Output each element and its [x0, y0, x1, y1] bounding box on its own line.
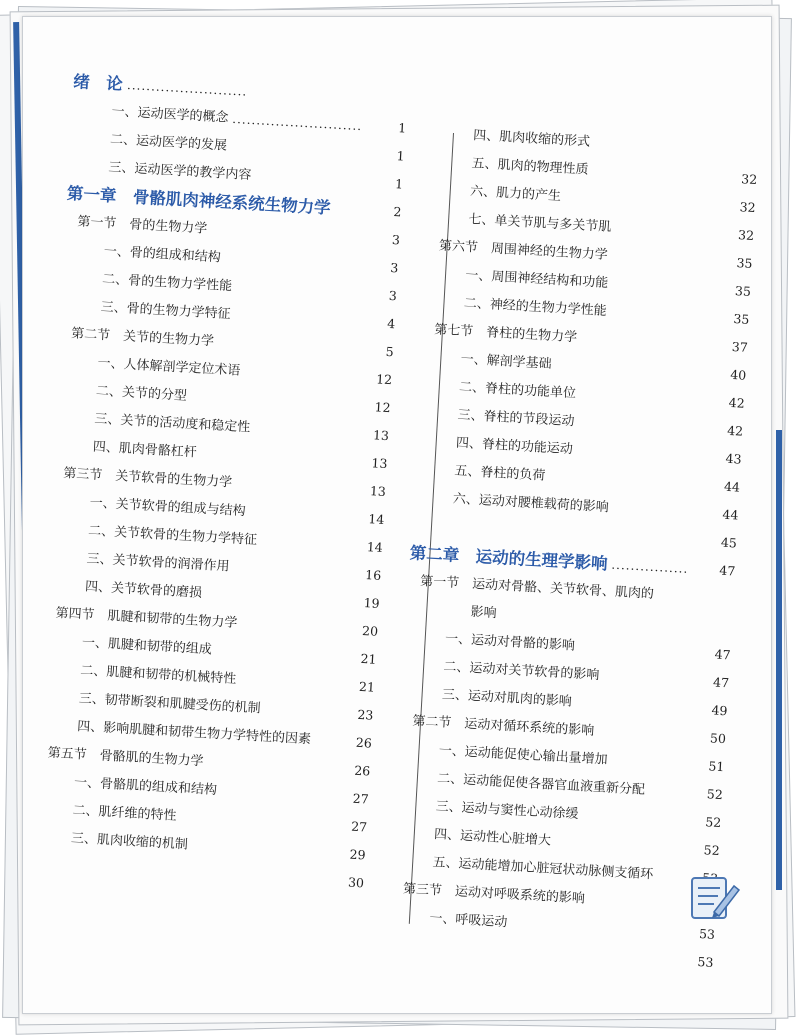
- entry-title: 二、神经的生物力学性能: [463, 295, 608, 319]
- entry-title: 一、关节软骨的组成与结构: [89, 495, 246, 520]
- entry-title: 四、脊柱的功能运动: [455, 435, 574, 458]
- page-number: 42: [728, 394, 746, 411]
- entry-title: 二、脊柱的功能单位: [458, 379, 577, 402]
- page-number: 4: [386, 315, 396, 332]
- section-title: 第一节 运动对骨骼、关节软骨、肌肉的: [419, 573, 655, 603]
- page-number: 40: [729, 366, 747, 383]
- page-number: 35: [734, 283, 752, 299]
- page-number: 12: [374, 399, 391, 416]
- page-number: 29: [349, 846, 366, 863]
- entry-title: 二、关节的分型: [95, 383, 188, 404]
- notepad-pencil-icon: [688, 870, 742, 922]
- entry-title: 五、脊柱的负荷: [454, 463, 546, 484]
- page-number: 13: [369, 483, 387, 500]
- page-number: 44: [722, 506, 739, 523]
- page-number: 3: [388, 287, 398, 304]
- entry-title: 三、骨的生物力学特征: [100, 299, 231, 323]
- section-title: 第六节 周围神经的生物力学: [438, 238, 609, 263]
- entry-title: 四、运动性心脏增大: [433, 827, 552, 849]
- page-number: 26: [355, 734, 373, 751]
- page-number: 3: [389, 259, 399, 276]
- entry-title: 二、肌腱和韧带的机械特性: [79, 663, 237, 687]
- page-number: 53: [698, 926, 716, 942]
- section-title: 第五节 骨骼肌的生物力学: [47, 745, 204, 770]
- entry-title: 三、肌肉收缩的机制: [70, 831, 189, 853]
- entry-title: 四、关节软骨的磨损: [84, 579, 203, 601]
- page-number: 21: [360, 650, 377, 667]
- chapter-title: 第一章 骨骼肌肉神经系统生物力学: [66, 183, 332, 218]
- page-number: 32: [739, 199, 757, 216]
- chapter-title: 绪 论: [72, 71, 124, 94]
- page-number: 47: [714, 646, 732, 663]
- entry-title: 二、运动对关节软骨的影响: [443, 659, 600, 684]
- page-number: 44: [723, 478, 741, 495]
- page-number: 26: [353, 762, 371, 779]
- page-number: 32: [740, 171, 758, 188]
- entry-title: 四、肌肉骨骼杠杆: [92, 439, 198, 461]
- toc-right-column: [387, 120, 759, 977]
- entry-title: 三、脊柱的节段运动: [457, 407, 575, 430]
- page-number: 14: [367, 511, 385, 528]
- page-number: 43: [725, 450, 742, 467]
- leader-dots: ...........................: [232, 111, 363, 134]
- leader-dots: ................: [611, 557, 689, 576]
- entry-title: 一、呼吸运动: [429, 911, 508, 931]
- entry-title: 三、运动对肌肉的影响: [441, 687, 573, 710]
- section-title: 第二节 关节的生物力学: [70, 326, 215, 350]
- entry-title: 二、关节软骨的生物力学特征: [87, 523, 258, 548]
- page-number: 42: [726, 422, 744, 439]
- page-number: 47: [712, 674, 730, 691]
- page-number: 1: [396, 148, 406, 164]
- section-title: 第三节 关节软骨的生物力学: [62, 466, 233, 491]
- entry-title: 一、运动医学的概念: [111, 104, 229, 126]
- entry-title: 二、运动能促使各器官血液重新分配: [436, 771, 646, 798]
- entry-title: 一、人体解剖学定位术语: [97, 355, 241, 379]
- entry-title: 三、关节软骨的润滑作用: [86, 551, 230, 575]
- entry-title: 三、运动与窦性心动徐缓: [435, 799, 579, 823]
- entry-title: 六、运动对腰椎载荷的影响: [452, 491, 610, 516]
- page-number: 27: [352, 790, 370, 807]
- entry-title: 五、运动能增加心脏冠状动脉侧支循环: [432, 855, 654, 883]
- entry-title: 一、运动能促使心输出量增加: [438, 743, 608, 768]
- page-number: 21: [358, 678, 376, 695]
- entry-title: 一、解剖学基础: [460, 351, 552, 372]
- entry-title: 三、关节的活动度和稳定性: [94, 411, 251, 436]
- entry-title: 一、周围神经结构和功能: [464, 268, 609, 291]
- entry-title: 三、运动医学的教学内容: [108, 160, 252, 184]
- page-number: 45: [720, 534, 738, 551]
- entry-title: 四、肌肉收缩的形式: [472, 128, 591, 150]
- page-number: 51: [708, 758, 725, 775]
- chapter-title: 第二章 运动的生理学影响: [409, 543, 609, 574]
- section-title: 第一节 骨的生物力学: [76, 214, 208, 237]
- page-number: 30: [347, 874, 365, 891]
- page-number: 35: [733, 311, 750, 327]
- section-title: 影响: [418, 601, 497, 622]
- page-number: 50: [709, 730, 727, 747]
- page-number: 53: [697, 954, 714, 970]
- page-number: 13: [371, 455, 388, 472]
- page-number: 20: [361, 622, 379, 639]
- entry-title: 五、肌肉的物理性质: [471, 156, 589, 178]
- page-number: 35: [736, 255, 753, 271]
- page-number: 49: [711, 702, 728, 719]
- page-number: 23: [357, 706, 374, 723]
- page-number: 14: [366, 539, 384, 555]
- entry-title: 六、肌力的产生: [469, 184, 562, 205]
- entry-title: 一、骨的组成和结构: [103, 243, 222, 266]
- page-number: 5: [385, 343, 395, 360]
- entry-title: 一、运动对骨骼的影响: [444, 631, 576, 654]
- leader-dots: .........................: [126, 78, 248, 99]
- toc-left-column: [29, 68, 409, 897]
- entry-title: 四、影响肌腱和韧带生物力学特性的因素: [76, 719, 312, 748]
- page-number: 12: [375, 371, 393, 388]
- page-number: 52: [704, 814, 722, 831]
- section-title: 第四节 肌腱和韧带的生物力学: [55, 605, 238, 631]
- section-title: 第二节 运动对循环系统的影响: [411, 713, 595, 739]
- page-number: 27: [350, 818, 368, 835]
- entry-title: 七、单关节肌与多关节肌: [468, 212, 612, 236]
- page-number: 32: [737, 227, 755, 244]
- page-number: 1: [394, 176, 404, 192]
- page-number: 37: [731, 338, 749, 355]
- entry-title: 二、骨的生物力学性能: [101, 271, 233, 295]
- entry-title: 三、韧带断裂和肌腱受伤的机制: [78, 691, 261, 717]
- cover-edge-right: [776, 430, 782, 890]
- entry-title: 二、肌纤维的特性: [72, 803, 177, 824]
- section-title: 第七节 脊柱的生物力学: [433, 322, 578, 346]
- page-number: 13: [372, 427, 390, 444]
- entry-title: 二、运动医学的发展: [109, 132, 228, 154]
- page-number: 19: [363, 595, 381, 611]
- section-title: 第三节 运动对呼吸系统的影响: [402, 881, 586, 907]
- page-number: 47: [718, 562, 736, 579]
- entry-title: 一、骨骼肌的组成和结构: [73, 775, 218, 799]
- page-number: 3: [391, 232, 401, 248]
- page-number: 1: [397, 120, 407, 136]
- entry-title: 一、肌腱和韧带的组成: [81, 635, 213, 658]
- page-number: 52: [703, 842, 721, 859]
- page-number: 2: [393, 204, 402, 220]
- page-number: 16: [364, 567, 382, 583]
- page-number: 52: [706, 786, 724, 803]
